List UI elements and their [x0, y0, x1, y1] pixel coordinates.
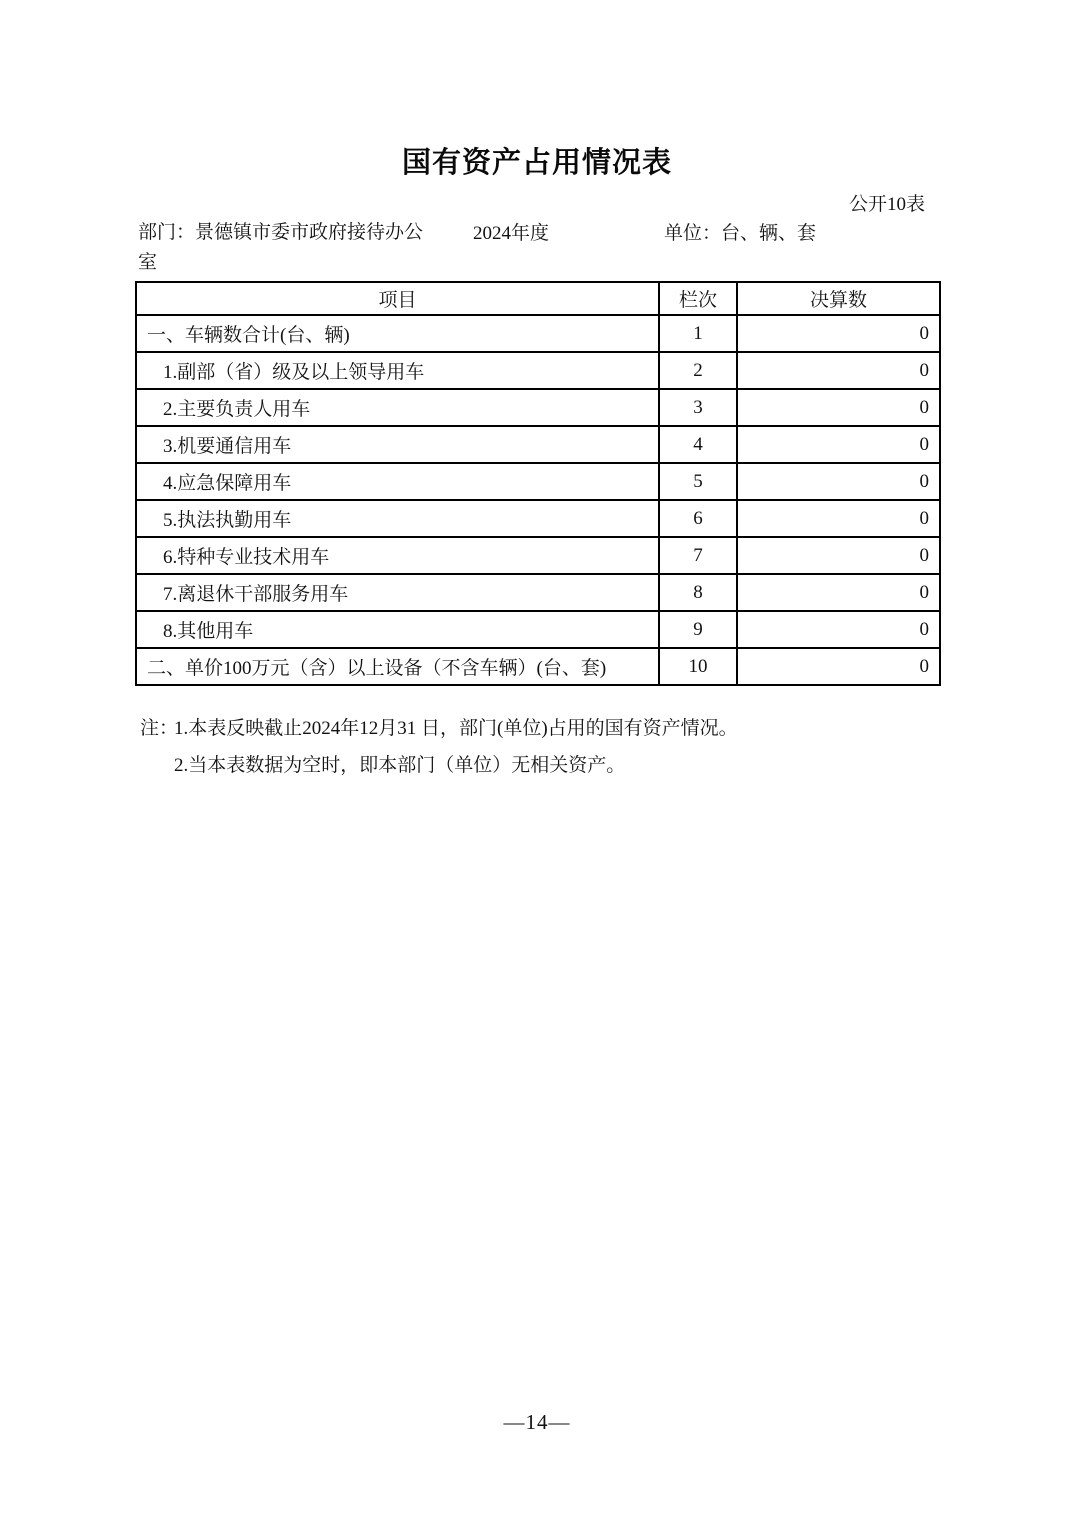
item-cell: 2.主要负责人用车 — [136, 389, 659, 426]
column-index-cell: 4 — [659, 426, 737, 463]
table-row — [136, 500, 940, 537]
notes — [140, 710, 840, 784]
table-row — [136, 426, 940, 463]
value-cell: 0 — [737, 315, 940, 352]
notes-prefix: 注： — [140, 718, 179, 739]
column-index-cell: 7 — [659, 537, 737, 574]
value-cell: 0 — [737, 389, 940, 426]
column-index-cell: 2 — [659, 352, 737, 389]
value-cell: 0 — [737, 574, 940, 611]
page-number: —14— — [503, 1410, 571, 1434]
form-number-label: 公开10表 — [848, 194, 925, 215]
column-index-cell: 8 — [659, 574, 737, 611]
note-line: 2.当本表数据为空时，即本部门（单位）无相关资产。 — [174, 755, 626, 776]
value-cell: 0 — [737, 537, 940, 574]
table-row — [136, 537, 940, 574]
column-index-cell: 10 — [659, 648, 737, 685]
value-cell: 0 — [737, 611, 940, 648]
department-label: 部门：景德镇市委市政府接待办公室 — [138, 222, 424, 273]
item-cell: 3.机要通信用车 — [136, 426, 659, 463]
column-index-cell: 9 — [659, 611, 737, 648]
column-index-cell: 1 — [659, 315, 737, 352]
assets-table-header — [136, 282, 940, 315]
table-row — [136, 315, 940, 352]
meta-row — [138, 218, 940, 280]
fiscal-year-label: 2024年度 — [473, 223, 550, 244]
value-cell: 0 — [737, 463, 940, 500]
table-row — [136, 463, 940, 500]
header-row — [136, 282, 940, 315]
item-cell: 一、车辆数合计(台、辆) — [136, 315, 659, 352]
value-cell: 0 — [737, 352, 940, 389]
column-index-cell: 5 — [659, 463, 737, 500]
table-row — [136, 352, 940, 389]
item-cell: 7.离退休干部服务用车 — [136, 574, 659, 611]
page-title: 国有资产占用情况表 — [401, 147, 672, 179]
table-row — [136, 389, 940, 426]
column-header-index: 栏次 — [659, 282, 737, 315]
value-cell: 0 — [737, 648, 940, 685]
item-cell: 6.特种专业技术用车 — [136, 537, 659, 574]
item-cell: 二、单价100万元（含）以上设备（不含车辆）(台、套) — [136, 648, 659, 685]
value-cell: 0 — [737, 426, 940, 463]
table-row — [136, 611, 940, 648]
table-row — [136, 574, 940, 611]
item-cell: 8.其他用车 — [136, 611, 659, 648]
column-header-item: 项目 — [136, 282, 659, 315]
column-header-value: 决算数 — [737, 282, 940, 315]
value-cell: 0 — [737, 500, 940, 537]
assets-table-body — [136, 315, 940, 685]
item-cell: 5.执法执勤用车 — [136, 500, 659, 537]
item-cell: 4.应急保障用车 — [136, 463, 659, 500]
unit-label: 单位：台、辆、套 — [664, 223, 817, 244]
column-index-cell: 3 — [659, 389, 737, 426]
note-line: 1.本表反映截止2024年12月31 日，部门(单位)占用的国有资产情况。 — [174, 718, 738, 739]
item-cell: 1.副部（省）级及以上领导用车 — [136, 352, 659, 389]
column-index-cell: 6 — [659, 500, 737, 537]
table-row — [136, 648, 940, 685]
assets-table — [135, 281, 941, 686]
